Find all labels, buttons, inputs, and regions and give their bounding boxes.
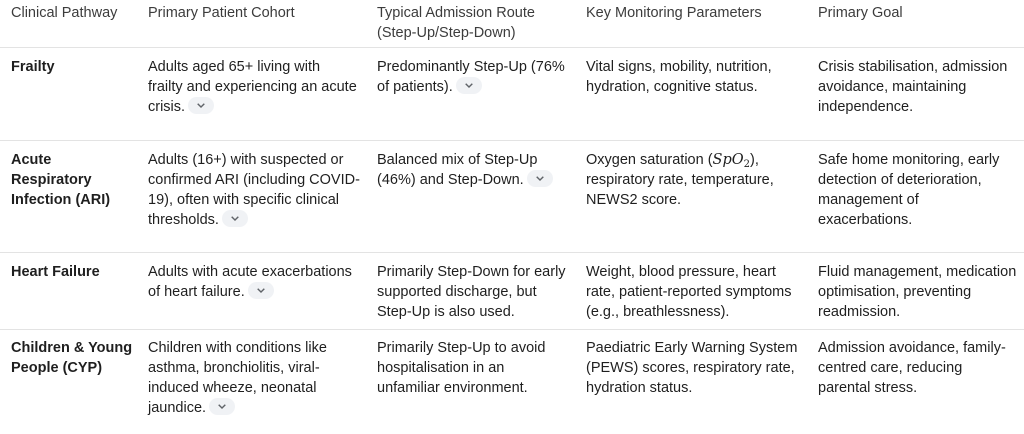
formula-base: SpO bbox=[712, 152, 744, 168]
source-chip[interactable] bbox=[456, 77, 482, 94]
row-route-ari bbox=[377, 150, 577, 190]
cell-text: Adults (16+) with suspected or confirmed ARI (including COVID-19), often with specific clinical thresholds. bbox=[148, 152, 360, 228]
cell-text: Predominantly Step-Up (76% of patients). bbox=[377, 59, 565, 95]
row-pathway-ari: Acute Respiratory Infection (ARI) bbox=[11, 152, 111, 208]
row-route-heart-failure: Primarily Step-Down for early supported discharge, but Step-Up is also used. bbox=[377, 264, 566, 320]
chevron-down-icon bbox=[231, 216, 239, 221]
row-monitoring-heart-failure: Weight, blood pressure, heart rate, patient-reported symptoms (e.g., breathlessness). bbox=[586, 264, 792, 320]
header-clinical-pathway: Clinical Pathway bbox=[11, 5, 118, 21]
source-chip[interactable] bbox=[222, 210, 248, 227]
row-goal-heart-failure: Fluid management, medication optimisation, preventing readmission. bbox=[818, 264, 1017, 320]
chevron-down-icon bbox=[465, 83, 473, 88]
row-monitoring-frailty: Vital signs, mobility, nutrition, hydration, cognitive status. bbox=[586, 59, 772, 95]
monitoring-text-prefix: Oxygen saturation ( bbox=[586, 152, 713, 168]
source-chip[interactable] bbox=[248, 282, 274, 299]
row-goal-frailty: Crisis stabilisation, admission avoidance, maintaining independence. bbox=[818, 59, 1008, 115]
chevron-down-icon bbox=[257, 288, 265, 293]
row-cohort-cyp bbox=[148, 338, 363, 418]
row-cohort-ari bbox=[148, 150, 370, 230]
formula-subscript: 2 bbox=[743, 159, 751, 170]
row-pathway-heart-failure: Heart Failure bbox=[11, 264, 100, 280]
row-pathway-frailty: Frailty bbox=[11, 59, 55, 75]
header-key-monitoring-parameters: Key Monitoring Parameters bbox=[586, 5, 762, 21]
header-primary-goal: Primary Goal bbox=[818, 5, 903, 21]
row-monitoring-ari bbox=[586, 150, 811, 210]
header-typical-admission-route: Typical Admission Route (Step-Up/Step-Down) bbox=[377, 5, 535, 41]
chevron-down-icon bbox=[536, 176, 544, 181]
cell-text: Balanced mix of Step-Up (46%) and Step-Down. bbox=[377, 152, 538, 188]
cell-text: Children with conditions like asthma, bronchiolitis, viral-induced wheeze, neonatal jaundice. bbox=[148, 340, 327, 416]
source-chip[interactable] bbox=[209, 398, 235, 415]
row-divider bbox=[0, 140, 1024, 141]
row-goal-ari: Safe home monitoring, early detection of deterioration, management of exacerbations. bbox=[818, 152, 1000, 228]
row-cohort-heart-failure bbox=[148, 262, 363, 302]
header-primary-patient-cohort: Primary Patient Cohort bbox=[148, 5, 295, 21]
row-divider bbox=[0, 252, 1024, 253]
row-route-cyp: Primarily Step-Up to avoid hospitalisation in an unfamiliar environment. bbox=[377, 340, 546, 396]
row-divider bbox=[0, 329, 1024, 330]
cell-text: Adults aged 65+ living with frailty and experiencing an acute crisis. bbox=[148, 59, 357, 115]
row-monitoring-cyp: Paediatric Early Warning System (PEWS) scores, respiratory rate, hydration status. bbox=[586, 340, 798, 396]
source-chip[interactable] bbox=[188, 97, 214, 114]
monitoring-text-suffix: ), respiratory rate, temperature, NEWS2 score. bbox=[586, 152, 774, 208]
cell-text: Adults with acute exacerbations of heart failure. bbox=[148, 264, 352, 300]
spo2-formula bbox=[713, 152, 750, 168]
header-divider bbox=[0, 47, 1024, 48]
chevron-down-icon bbox=[218, 404, 226, 409]
chevron-down-icon bbox=[197, 103, 205, 108]
row-pathway-cyp: Children & Young People (CYP) bbox=[11, 340, 133, 376]
row-goal-cyp: Admission avoidance, family-centred care, reducing parental stress. bbox=[818, 340, 1006, 396]
row-route-frailty bbox=[377, 57, 577, 97]
row-cohort-frailty bbox=[148, 57, 363, 117]
source-chip[interactable] bbox=[527, 170, 553, 187]
